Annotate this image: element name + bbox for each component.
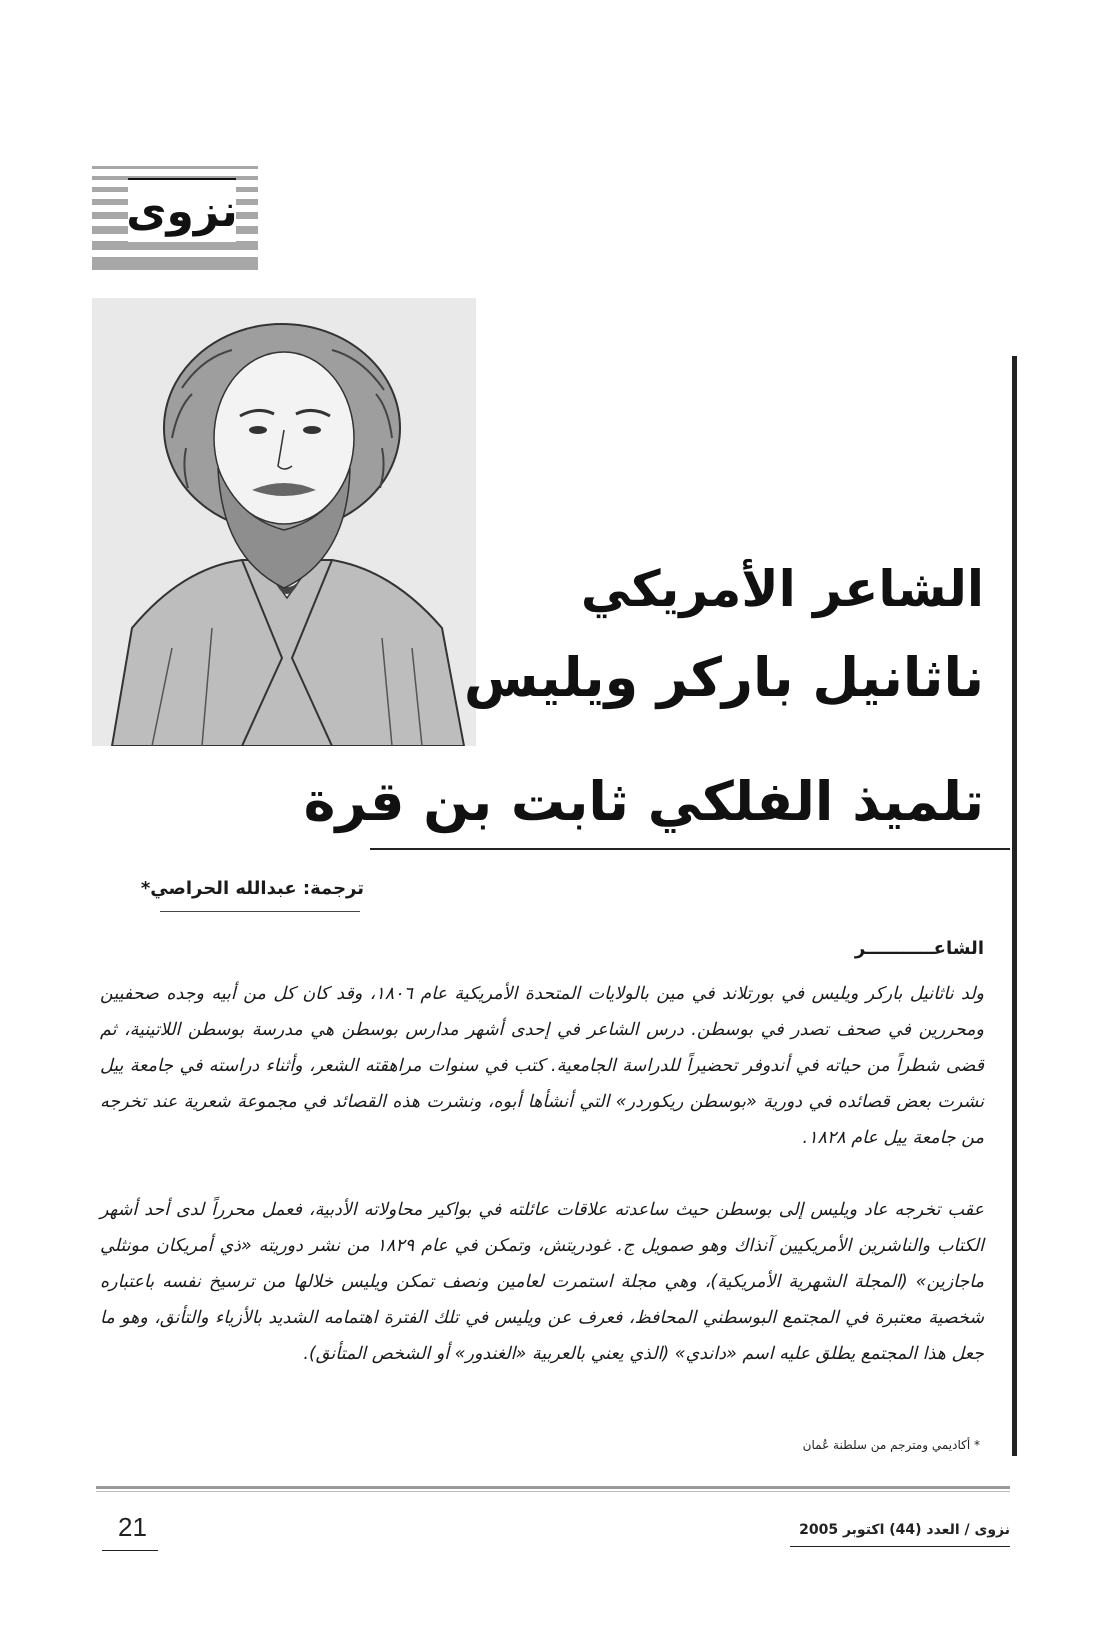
footer-divider-thin xyxy=(96,1491,1010,1492)
page-number-underline xyxy=(102,1550,158,1551)
title-line-2: ناثانيل باركر ويليس xyxy=(463,646,984,709)
logo-text: نزوى xyxy=(128,178,236,242)
footer-divider xyxy=(96,1486,1010,1489)
title-line-3: تلميذ الفلكي ثابت بن قرة xyxy=(303,770,984,833)
issue-underline xyxy=(790,1546,1010,1547)
author-footnote: * أكاديمي ومترجم من سلطنة عُمان xyxy=(802,1438,980,1452)
column-rule xyxy=(1012,356,1017,1456)
portrait-image xyxy=(92,298,476,746)
issue-info: نزوى / العدد (44) اكتوبر 2005 xyxy=(799,1522,1010,1538)
logo-mark xyxy=(128,178,236,240)
magazine-logo xyxy=(92,166,258,270)
paragraph-2: عقب تخرجه عاد ويليس إلى بوسطن حيث ساعدته علاقات عائلته في بواكير محاولاته الأدبية، فعمل محرراً لدى أحد أشهر الكتاب والناشرين الأمريكيين آنذاك وهو صمويل ج. غودريتش، وتمكن في عام ١٨٢٩ من نشر دوريته «ذي أمريكان مونثلي ماجازين» (المجلة الشهرية الأمريكية)، وهي مجلة استمرت لعامين ونصف تمكن ويليس خلالها من ترسيخ نفسه باعتباره شخصية معتبرة في المجتمع البوسطني المحافظ، فعرف عن ويليس في تلك الفترة اهتمامه الشديد بالأزياء والتأنق، وهو ما جعل هذا المجتمع يطلق عليه اسم «داندي» (الذي يعني بالعربية «الغندور» أو الشخص المتأنق). xyxy=(100,1200,984,1364)
translator-credit: ترجمة: عبدالله الحراصي* xyxy=(140,878,364,899)
title-divider xyxy=(370,848,1010,850)
portrait-engraving xyxy=(92,298,476,746)
page-number: 21 xyxy=(118,1512,147,1542)
section-heading: الشاعـــــــــــر xyxy=(854,938,984,959)
paragraph-1: ولد ناثانيل باركر ويليس في بورتلاند في مين بالولايات المتحدة الأمريكية عام ١٨٠٦، وقد كان كل من أبيه وجده صحفيين ومحررين في صحف تصدر في بوسطن. درس الشاعر في إحدى أشهر مدارس بوسطن هي مدرسة بوسطن اللاتينية، ثم قضى شطراً من حياته في أندوفر تحضيراً للدراسة الجامعية. كتب في سنوات مراهقته الشعر، وأثناء دراسته في جامعة ييل نشرت بعض قصائده في دورية «بوسطن ريكوردر» التي أنشأها أبوه، ونشرت هذه القصائد في مجموعة شعرية عند تخرجه من جامعة ييل عام ١٨٢٨. xyxy=(100,984,984,1148)
title-line-1: الشاعر الأمريكي xyxy=(580,560,984,618)
translator-divider xyxy=(160,911,360,912)
